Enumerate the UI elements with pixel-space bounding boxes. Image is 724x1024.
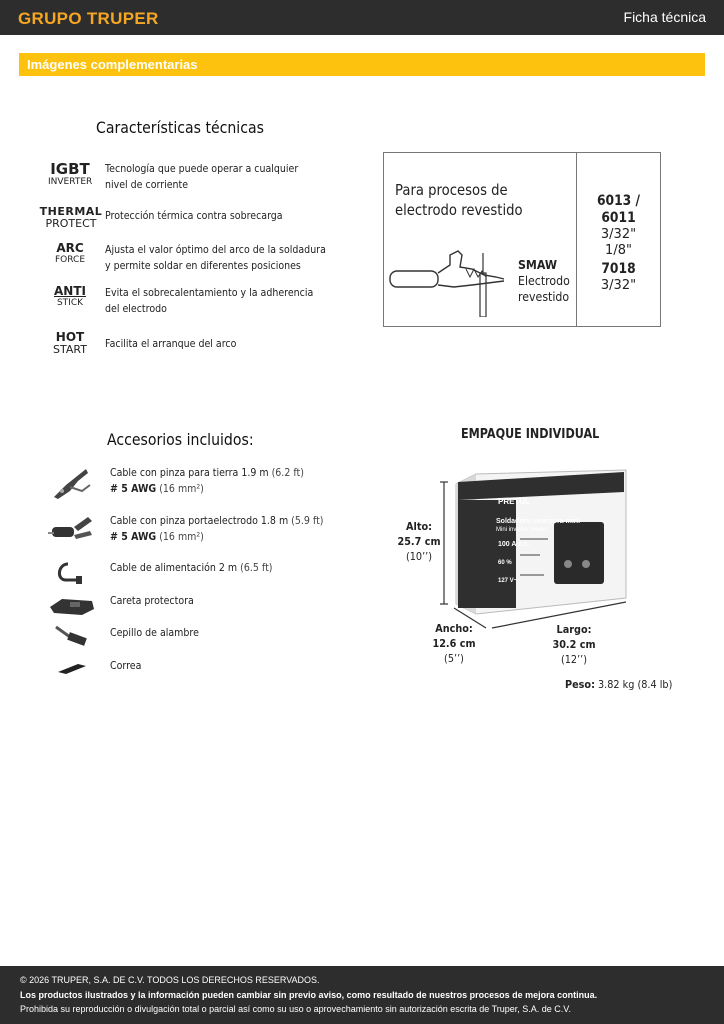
feature-line: Facilita el arranque del arco (105, 337, 237, 350)
accessory-name: Cable con pinza para tierra 1.9 m (110, 466, 269, 479)
height-dimension (396, 519, 442, 564)
brand-logo: GRUPO TRUPER (18, 9, 159, 28)
accessory-name: Careta protectora (110, 594, 194, 607)
electrode-spec (577, 193, 660, 259)
box-voltage: 127 V~ (498, 578, 518, 584)
logo-subtext: STICK (56, 298, 84, 308)
logo-subtext: INVERTER (48, 177, 93, 187)
igbt-inverter-logo (48, 161, 92, 195)
feature-description (105, 208, 290, 224)
accessory-name-extra: (5.9 ft) (291, 514, 324, 527)
feature-description (105, 161, 299, 192)
feature-description (105, 285, 314, 316)
packaging-title: EMPAQUE INDIVIDUAL (461, 427, 600, 442)
hot-start-logo (48, 331, 92, 365)
smaw-line: Electrodo (518, 273, 570, 288)
package-weight (565, 678, 672, 691)
process-box (383, 152, 661, 327)
dimension-metric: 12.6 cm (432, 637, 476, 650)
electrode-size: 1/8" (605, 243, 632, 258)
dimension-label: Largo: (556, 623, 592, 636)
accessory-name: Correa (110, 659, 142, 672)
feature-line: Tecnología que puede operar a cualquier (105, 162, 299, 175)
feature-item (39, 205, 348, 242)
width-dimension (429, 621, 478, 666)
section-title: Imágenes complementarias (27, 57, 198, 72)
box-product-name-en: Mini inverter welder (496, 527, 549, 533)
smaw-label (518, 257, 570, 305)
dimension-metric: 25.7 cm (397, 535, 441, 548)
electrode-size: 3/32" (600, 227, 637, 242)
welding-mask-icon (48, 593, 96, 617)
logo-subtext: PROTECT (45, 217, 97, 230)
footer (0, 966, 724, 1024)
copyright-text: © 2026 TRUPER, S.A. DE C.V. TODOS LOS DERECHOS RESERVADOS. (20, 975, 320, 985)
strap-icon (48, 658, 96, 678)
notice-text: Los productos ilustrados y la información pueden cambiar sin previo aviso, como resultado de nuestros procesos de mejora continua. (20, 990, 598, 1000)
accessory-name-extra: (6.2 ft) (271, 466, 304, 479)
accessory-description (110, 465, 304, 496)
electrode-spec (577, 261, 660, 294)
accessory-name: Cepillo de alambre (110, 626, 199, 639)
feature-line: Evita el sobrecalentamiento y la adherencia (105, 286, 314, 299)
accessory-gauge-extra: (16 mm²) (159, 481, 204, 495)
power-cable-icon (48, 560, 96, 584)
accessory-description (110, 658, 141, 674)
feature-line: y permite soldar en diferentes posiciones (105, 258, 301, 272)
accessory-name-extra: (6.5 ft) (240, 561, 273, 574)
logo-text: THERMAL (39, 205, 103, 218)
ground-clamp-icon (48, 465, 96, 501)
process-title: Para procesos de electrodo revestido (395, 181, 523, 219)
rights-text: Prohibida su reproducción o divulgación total o parcial así como su uso o aprovechamiento sin autorización escrita de Truper, S.A. de C.V. (20, 1004, 571, 1014)
feature-description (105, 336, 290, 352)
feature-item (48, 161, 348, 197)
accessory-item (48, 465, 348, 495)
document-type: Ficha técnica (623, 9, 706, 25)
product-box-illustration (436, 468, 636, 636)
accessory-item (48, 560, 348, 590)
feature-line: del electrodo (105, 301, 167, 315)
feature-line: nivel de corriente (105, 177, 189, 191)
feature-item (48, 331, 348, 367)
electrode-holder-icon (48, 513, 96, 545)
accessory-gauge: # 5 AWG (110, 481, 157, 495)
thermal-protect-logo (36, 206, 106, 240)
weight-label: Peso: (565, 678, 595, 691)
dimension-imperial: (5’’) (444, 652, 464, 665)
electrode-holder-drawing-icon (388, 247, 518, 317)
logo-text: HOT (55, 330, 85, 344)
dimension-label: Alto: (406, 520, 432, 533)
box-duty-cycle: 60 % (498, 560, 512, 566)
electrode-size: 3/32" (600, 278, 637, 293)
wire-brush-icon (48, 625, 96, 649)
features-heading: Características técnicas (96, 118, 264, 137)
dimension-label: Ancho: (435, 622, 473, 635)
logo-text: ANTI (54, 284, 86, 298)
weight-value: 3.82 kg (8.4 lb) (598, 678, 673, 691)
feature-description (105, 242, 326, 273)
accessory-name: Cable de alimentación 2 m (110, 561, 238, 574)
box-current: 100 A c.c. (498, 541, 530, 548)
anti-stick-logo (48, 285, 92, 319)
electrode-code: 6013 / 6011 (596, 193, 641, 226)
accessory-description (110, 593, 194, 609)
accessory-item (48, 593, 348, 623)
smaw-line: revestido (518, 289, 570, 304)
box-product-name: Soldadora inversora mini (496, 518, 581, 525)
accessory-description (110, 513, 323, 544)
logo-text: ARC (56, 241, 84, 255)
accessory-name: Cable con pinza portaelectrodo 1.8 m (110, 514, 289, 527)
accessory-description (110, 560, 272, 576)
logo-text: IGBT (50, 160, 90, 178)
arc-force-logo (48, 242, 92, 276)
dimension-imperial: (10’’) (405, 550, 433, 563)
feature-item (48, 285, 348, 321)
top-bar (0, 0, 724, 35)
feature-item (48, 242, 348, 278)
accessory-description (110, 625, 199, 641)
accessory-item (48, 625, 348, 655)
section-header (19, 53, 705, 76)
logo-subtext: FORCE (54, 255, 86, 265)
accessory-gauge-extra: (16 mm²) (159, 529, 204, 543)
dimension-imperial: (12’’) (560, 653, 588, 666)
electrode-code: 7018 (601, 261, 636, 277)
accessories-heading: Accesorios incluidos: (107, 430, 254, 449)
feature-line: Protección térmica contra sobrecarga (105, 209, 283, 222)
logo-subtext: START (53, 343, 87, 356)
accessory-item (48, 658, 348, 688)
accessory-gauge: # 5 AWG (110, 529, 157, 543)
length-dimension (549, 622, 598, 667)
smaw-title: SMAW (518, 257, 558, 272)
box-brand: PRETUL (498, 497, 530, 506)
dimension-metric: 30.2 cm (552, 638, 596, 651)
accessory-item (48, 513, 348, 543)
feature-line: Ajusta el valor óptimo del arco de la soldadura (105, 243, 326, 256)
